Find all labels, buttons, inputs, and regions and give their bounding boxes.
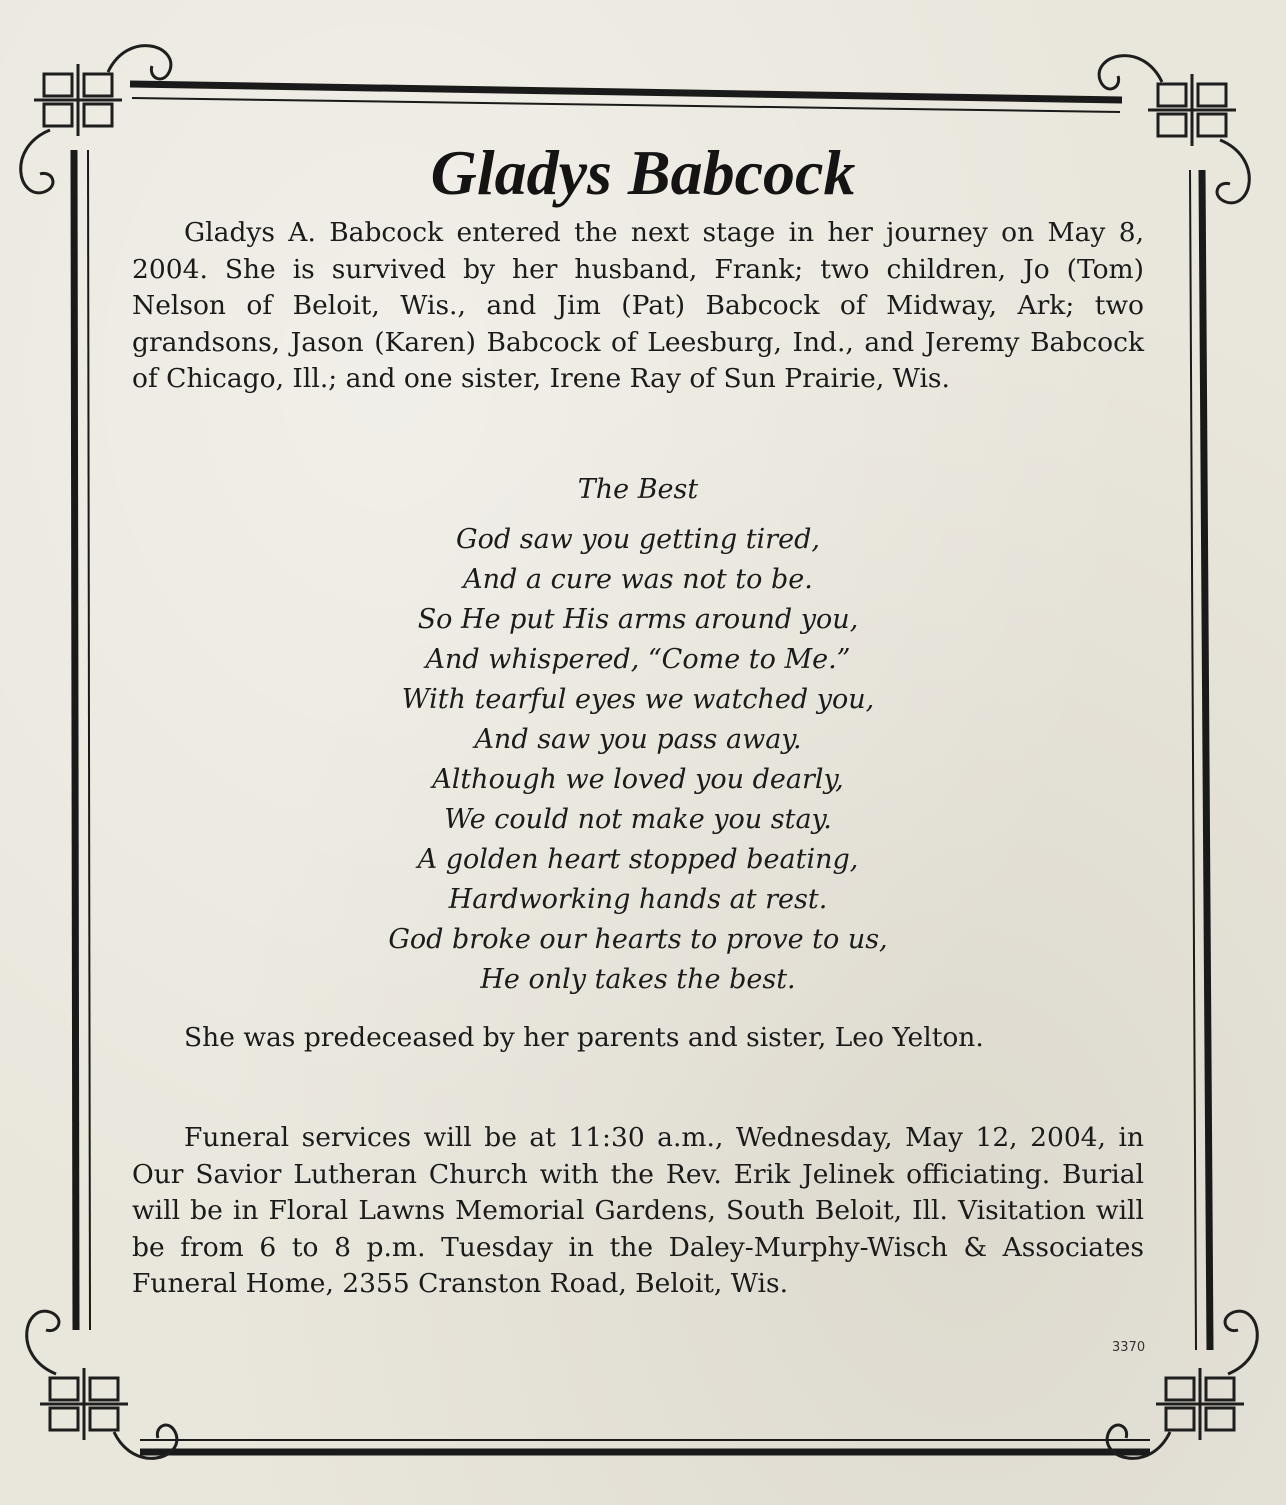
poem-line: And a cure was not to be. xyxy=(463,564,813,595)
frame-right-inner-line xyxy=(1190,170,1196,1350)
corner-ornament-bottom-right xyxy=(1107,1311,1257,1458)
ad-code: 3370 xyxy=(1112,1340,1146,1355)
poem-title: The Best xyxy=(577,474,699,505)
poem-line: God saw you getting tired, xyxy=(456,524,820,555)
poem-line: A golden heart stopped beating, xyxy=(417,844,859,875)
poem-line: And saw you pass away. xyxy=(474,724,802,755)
survivors-paragraph: Gladys A. Babcock entered the next stage in her journey on May 8, 2004. She is survived by her husband, Frank; two children, Jo (Tom) Nelson of Beloit, Wis., and Jim (Pat) Babcock of Midway, Ark; two grandsons, Jason (Karen) Babcock of Leesburg, Ind., and Jeremy Babcock of Chicago, Ill.; and one sister, Irene Ray of Sun Prairie, Wis. xyxy=(132,217,1144,395)
corner-ornament-bottom-left xyxy=(27,1311,177,1458)
poem-line: We could not make you stay. xyxy=(444,804,832,835)
poem-line: He only takes the best. xyxy=(480,964,796,995)
poem-line: So He put His arms around you, xyxy=(417,604,859,635)
poem-line: And whispered, “Come to Me.” xyxy=(425,644,851,675)
funeral-services-paragraph: Funeral services will be at 11:30 a.m., Wednesday, May 12, 2004, in Our Savior Lutheran Church with the Rev. Erik Jelinek officiating. Burial will be in Floral Lawns Memorial Gardens, South Beloit, Ill. Visitation will be from 6 to 8 p.m. Tuesday in the Daley-Murphy-Wisch & Associates Funeral Home, 2355 Cranston Road, Beloit, Wis. xyxy=(132,1122,1144,1300)
frame-left-line xyxy=(74,150,76,1330)
poem-line: With tearful eyes we watched you, xyxy=(401,684,875,715)
frame-left-inner-line xyxy=(88,150,90,1330)
frame-top-line xyxy=(130,84,1122,100)
poem-line: Hardworking hands at rest. xyxy=(448,884,828,915)
poem-line: God broke our hearts to prove to us, xyxy=(388,924,888,955)
frame-right-line xyxy=(1202,170,1210,1350)
obituary-title: Gladys Babcock xyxy=(430,137,856,208)
poem-line: Although we loved you dearly, xyxy=(432,764,844,795)
predeceased-paragraph: She was predeceased by her parents and sister, Leo Yelton. xyxy=(184,1022,984,1053)
poem xyxy=(132,468,1144,1000)
